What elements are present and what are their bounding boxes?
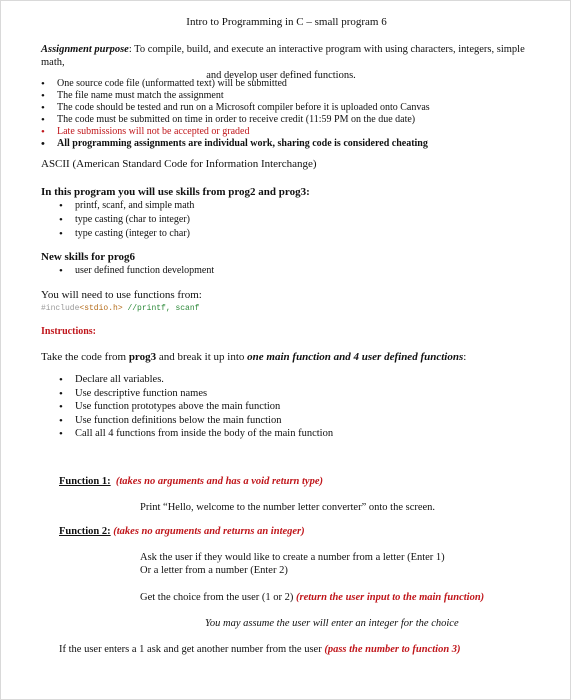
new-skills-list [59, 265, 214, 277]
code-header: <stdio.h> [79, 304, 123, 313]
new-skill-item: • user defined function development [59, 265, 214, 277]
ascii-line: ASCII (American Standard Code for Information Interchange) [41, 158, 317, 170]
instructions-intro [41, 351, 466, 364]
purpose-label: Assignment purpose [41, 44, 129, 55]
function1-label: Function 1: [59, 476, 111, 487]
intro-post: : [463, 351, 467, 363]
assignment-purpose [41, 43, 541, 82]
intro-emphasis: one main function and 4 user defined functions [247, 351, 464, 363]
function2-ask1: Ask the user if they would like to create a number from a letter (Enter 1) [140, 552, 445, 563]
requirement-item-late: • Late submissions will not be accepted or graded [41, 126, 430, 138]
functions-from-heading: You will need to use functions from: [41, 289, 202, 301]
instruction-list [59, 374, 333, 442]
purpose-text: : To compile, build, and execute an interactive program with using characters, integers, simple math, [41, 44, 525, 68]
requirement-item: • The code must be submitted on time in order to receive credit (11:59 PM on the due date) [41, 114, 430, 126]
choice-note: (return the user input to the main function) [295, 592, 485, 603]
requirements-list [41, 78, 430, 150]
skills-heading: In this program you will use skills from prog2 and prog3: [41, 186, 310, 198]
skills-list [59, 200, 194, 242]
function2-assume: You may assume the user will enter an integer for the choice [205, 618, 459, 629]
choice-text: Get the choice from the user (1 or 2) [140, 592, 296, 603]
intro-prog: prog3 [128, 351, 157, 363]
intro-pre: Take the code from [41, 351, 129, 363]
document-title: Intro to Programming in C – small program 6 [186, 16, 387, 28]
function2-heading [59, 525, 305, 538]
instruction-item: • Use function definitions below the main function [59, 415, 333, 429]
code-include-keyword: #include [41, 304, 80, 313]
closing-note: (pass the number to function 3) [324, 644, 461, 655]
function2-note: (takes no arguments and returns an integer) [113, 526, 305, 537]
requirement-item-individual: • All programming assignments are individual work, sharing code is considered cheating [41, 138, 430, 150]
closing-text: If the user enters a 1 ask and get another number from the user [59, 644, 325, 655]
new-skills-heading: New skills for prog6 [41, 251, 136, 263]
code-comment: //printf, scanf [127, 304, 200, 313]
instructions-label: Instructions: [41, 326, 97, 337]
skill-item: • type casting (integer to char) [59, 228, 194, 242]
skill-item: • type casting (char to integer) [59, 214, 194, 228]
purpose-text-2: and develop user defined functions. [206, 70, 356, 81]
requirement-item: • The code should be tested and run on a Microsoft compiler before it is uploaded onto Canvas [41, 102, 430, 114]
include-code-line [41, 302, 199, 315]
requirement-item: • The file name must match the assignment [41, 90, 430, 102]
function2-label: Function 2: [59, 526, 111, 537]
function1-note: (takes no arguments and has a void return type) [115, 476, 323, 487]
intro-mid: and break it up into [156, 351, 248, 363]
function2-ask2: Or a letter from a number (Enter 2) [140, 565, 288, 576]
closing-line [59, 643, 461, 656]
instruction-item: • Call all 4 functions from inside the body of the main function [59, 428, 333, 442]
function1-heading [59, 475, 323, 488]
instruction-item: • Use function prototypes above the main function [59, 401, 333, 415]
instruction-item: • Declare all variables. [59, 374, 333, 388]
skill-item: • printf, scanf, and simple math [59, 200, 194, 214]
function2-choice [140, 591, 484, 604]
function1-body: Print “Hello, welcome to the number letter converter” onto the screen. [140, 502, 436, 513]
requirement-item: • One source code file (unformatted text) will be submitted [41, 78, 430, 90]
instruction-item: • Use descriptive function names [59, 388, 333, 402]
